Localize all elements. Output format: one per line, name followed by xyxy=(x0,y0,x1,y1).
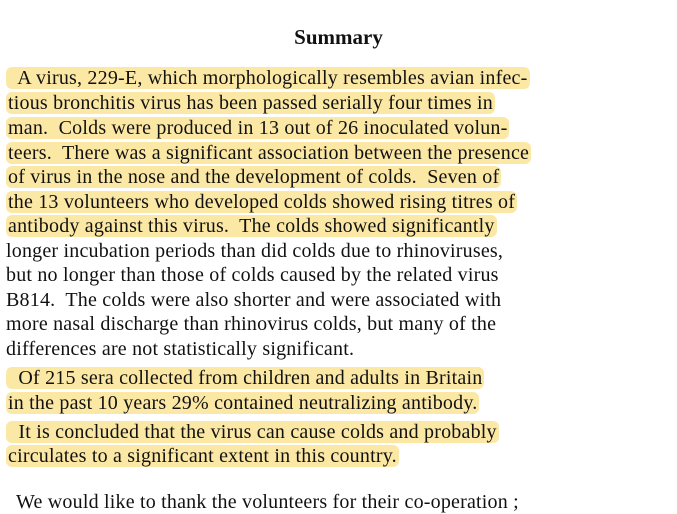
text-line xyxy=(6,91,626,115)
text-line: B814. The colds were also shorter and were associated with xyxy=(6,289,502,311)
highlight: in the past 10 years 29% contained neutralizing antibody. xyxy=(8,392,478,414)
text-line: We would like to thank the volunteers for their co-operation ; xyxy=(6,491,519,513)
text-line xyxy=(6,141,626,165)
text-line: longer incubation periods than did colds due to rhinoviruses, xyxy=(6,240,504,262)
text-line xyxy=(6,190,626,214)
highlight: man. Colds were produced in 13 out of 26 inoculated volun- xyxy=(8,117,508,139)
text-line xyxy=(6,420,626,444)
text-line xyxy=(6,116,626,140)
highlight: teers. There was a significant association between the presence xyxy=(8,142,530,164)
highlight: circulates to a significant extent in this country. xyxy=(8,445,397,467)
text-line xyxy=(6,366,626,390)
text-line: but no longer than those of colds caused by the related virus xyxy=(6,264,499,286)
highlight: A virus, 229-E, which morphologically resembles avian infec- xyxy=(8,67,528,89)
text-line xyxy=(6,391,626,415)
highlight: It is concluded that the virus can cause colds and probably xyxy=(8,421,497,443)
text-line xyxy=(6,214,626,238)
highlight: of virus in the nose and the development of colds. Seven of xyxy=(8,166,500,188)
text-line xyxy=(6,66,626,90)
section-heading: Summary xyxy=(294,25,383,49)
text-line: more nasal discharge than rhinovirus colds, but many of the xyxy=(6,313,497,335)
text-line xyxy=(6,444,626,468)
highlight: antibody against this virus. The colds showed significantly xyxy=(8,215,495,237)
highlight: tious bronchitis virus has been passed serially four times in xyxy=(8,92,493,114)
text-line xyxy=(6,165,626,189)
text-line: differences are not statistically significant. xyxy=(6,338,355,360)
highlight: the 13 volunteers who developed colds showed rising titres of xyxy=(8,191,516,213)
highlight: Of 215 sera collected from children and adults in Britain xyxy=(8,367,483,389)
